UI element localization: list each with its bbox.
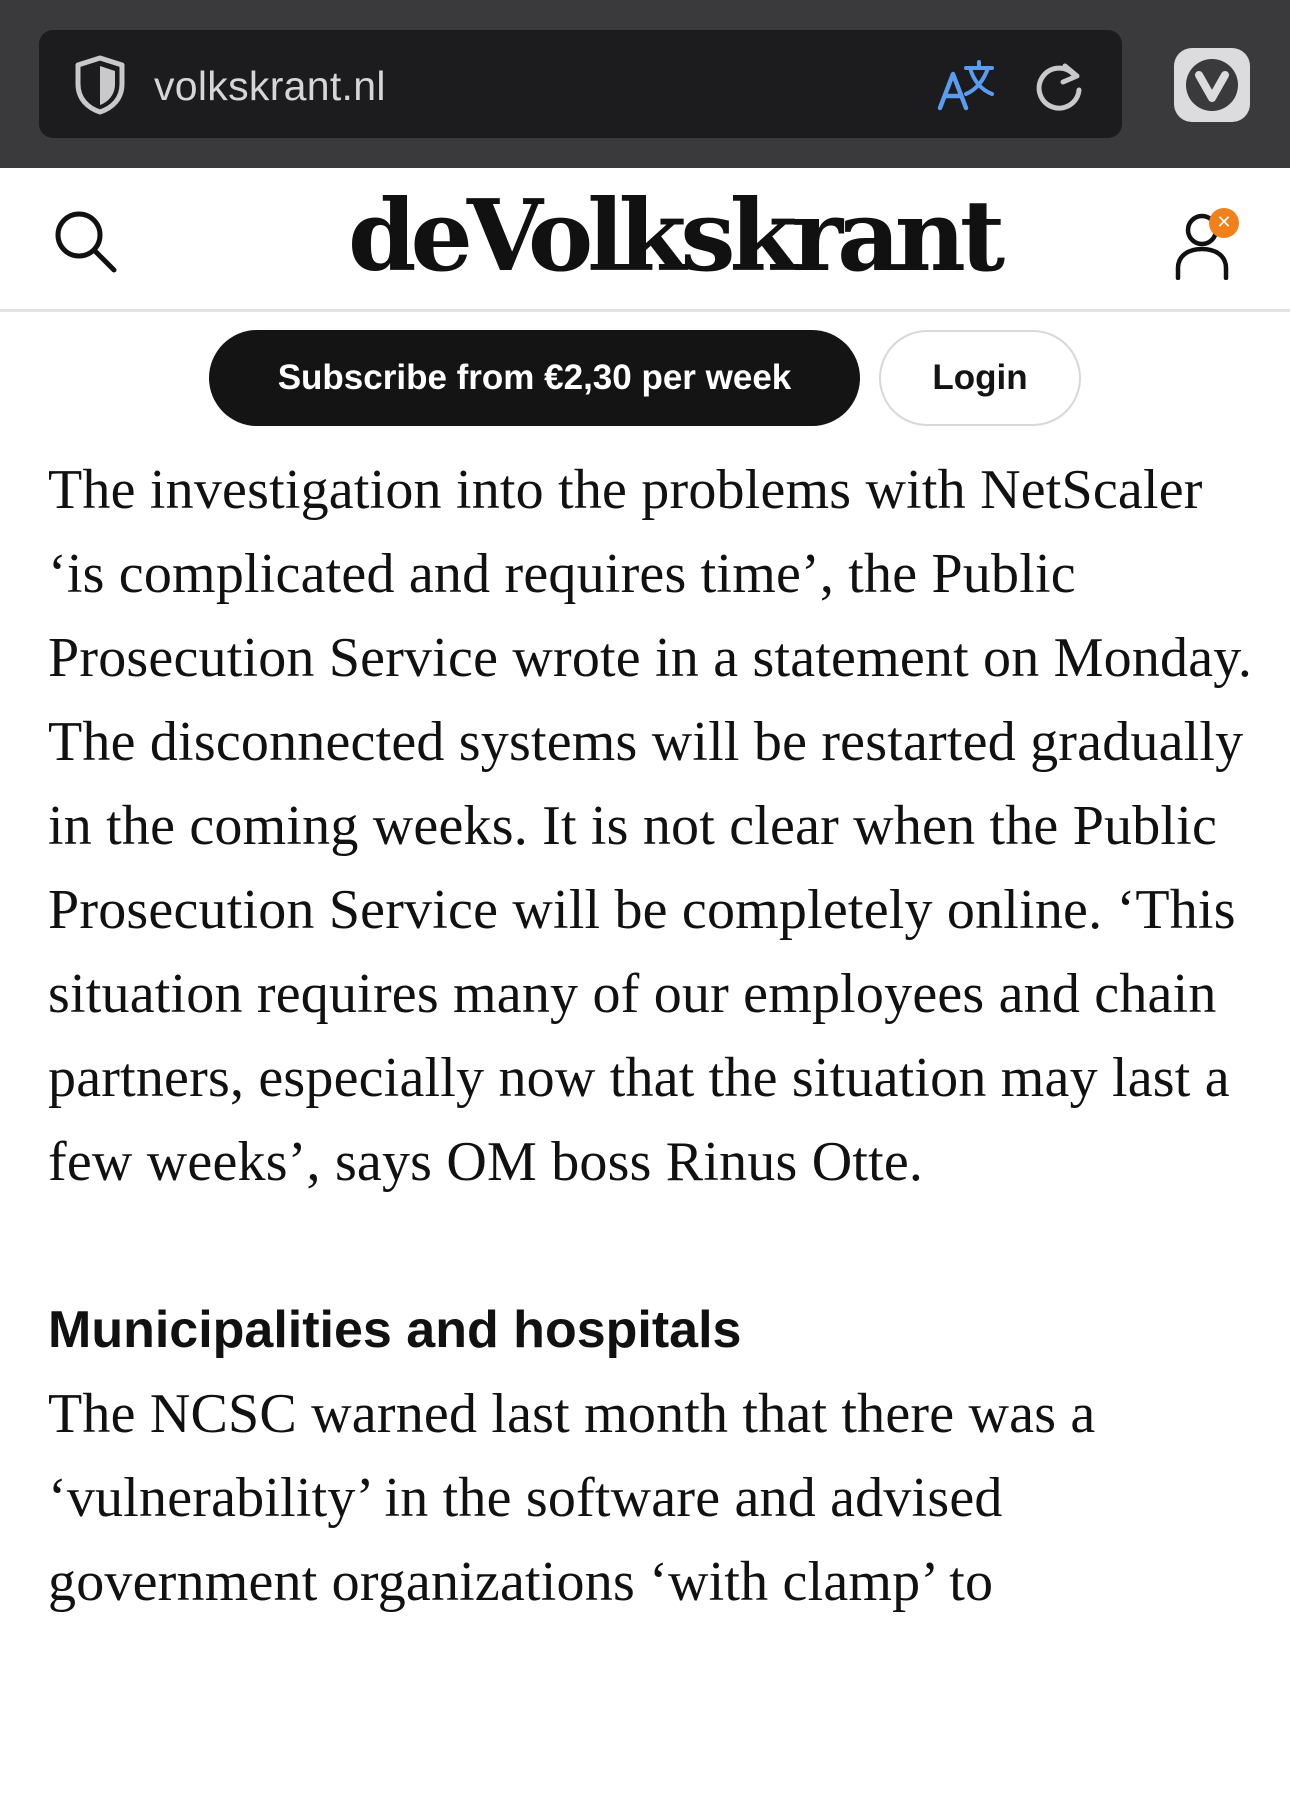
url-text[interactable]: volkskrant.nl xyxy=(154,63,386,109)
reload-icon[interactable] xyxy=(1035,60,1085,112)
browser-toolbar xyxy=(0,0,1290,168)
search-icon[interactable] xyxy=(52,208,118,274)
article-paragraph: The investigation into the problems with NetScaler ‘is complicated and requires time’, the Public Prosecution Service wrote in a statement on Monday. The disconnected systems will be restarted gradually in the coming weeks. It is not clear when the Public Prosecution Service will be completely online. ‘This situation requires many of our employees and chain partners, especially now that the situation may last a few weeks’, says OM boss Rinus Otte. xyxy=(48,459,1253,1193)
translate-icon[interactable] xyxy=(936,58,996,114)
article-body xyxy=(48,448,1263,1624)
article-paragraph: The NCSC warned last month that there was a ‘vulnerability’ in the software and advised government organizations ‘with clamp’ to xyxy=(48,1383,1096,1613)
login-button[interactable]: Login xyxy=(879,330,1081,426)
site-header xyxy=(0,168,1290,312)
vivaldi-icon xyxy=(1182,56,1242,114)
close-badge-icon[interactable]: ✕ xyxy=(1209,208,1239,238)
section-heading: Municipalities and hospitals xyxy=(48,1301,742,1359)
shield-icon[interactable] xyxy=(72,54,128,116)
browser-menu-button[interactable] xyxy=(1174,48,1250,122)
subscribe-button[interactable]: Subscribe from €2,30 per week xyxy=(209,330,860,426)
site-logo[interactable]: deVolkskrant xyxy=(348,179,1000,294)
